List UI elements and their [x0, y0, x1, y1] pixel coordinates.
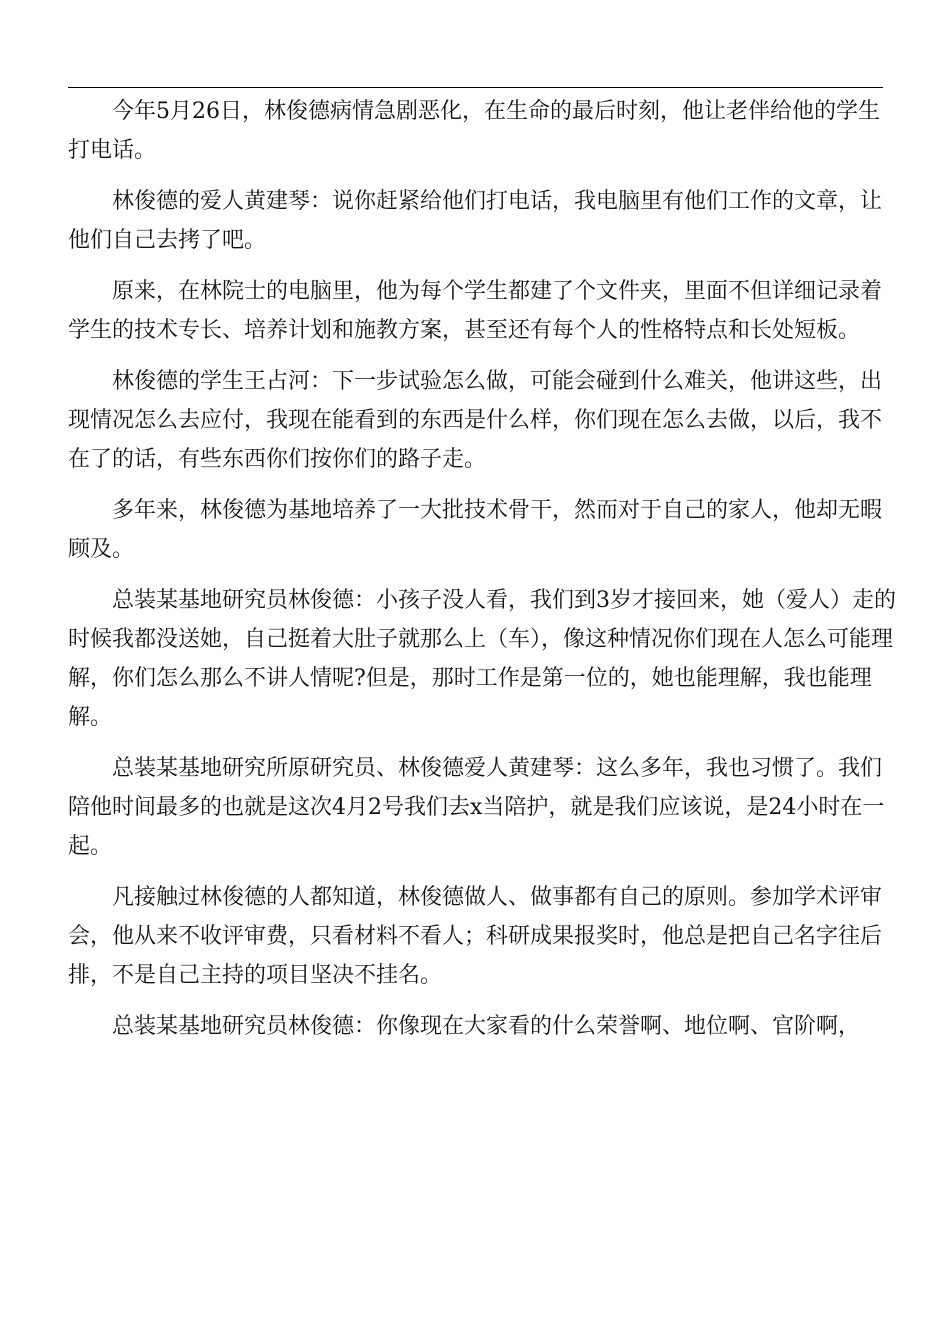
paragraph: 林俊德的爱人黄建琴：说你赶紧给他们打电话，我电脑里有他们工作的文章，让他们自己去拷了吧。 — [68, 189, 883, 253]
paragraph: 总装某基地研究所原研究员、林俊德爱人黄建琴：这么多年，我也习惯了。我们陪他时间最多的也就是这次4月2号我们去x当陪护，就是我们应该说，是24小时在一起。 — [68, 756, 885, 859]
paragraph: 总装某基地研究员林俊德：你像现在大家看的什么荣誉啊、地位啊、官阶啊， — [112, 1014, 861, 1039]
paragraph: 林俊德的学生王占河：下一步试验怎么做，可能会碰到什么难关，他讲这些，出现情况怎么去应付，我现在能看到的东西是什么样，你们现在怎么去做，以后，我不在了的话，有些东西你们按你们的路子走。 — [68, 369, 883, 472]
paragraph: 凡接触过林俊德的人都知道，林俊德做人、做事都有自己的原则。参加学术评审会，他从来不收评审费，只看材料不看人；科研成果报奖时，他总是把自己名字往后排，不是自己主持的项目坚决不挂名。 — [68, 885, 883, 988]
paragraph: 原来，在林院士的电脑里，他为每个学生都建了个文件夹，里面不但详细记录着学生的技术专长、培养计划和施教方案，甚至还有每个人的性格特点和长处短板。 — [68, 279, 883, 343]
document-body — [68, 92, 898, 1058]
paragraph: 今年5月26日，林俊德病情急剧恶化，在生命的最后时刻，他让老伴给他的学生打电话。 — [68, 99, 880, 163]
paragraph: 总装某基地研究员林俊德：小孩子没人看，我们到3岁才接回来，她（爱人）走的时候我都没送她，自己挺着大肚子就那么上（车），像这种情况你们现在人怎么可能理解，你们怎么那么不讲人情呢?但是，那时工作是第一位的，她也能理解，我也能理解。 — [68, 588, 896, 730]
header-rule — [68, 87, 883, 88]
paragraph: 多年来，林俊德为基地培养了一大批技术骨干，然而对于自己的家人，他却无暇顾及。 — [68, 498, 883, 562]
